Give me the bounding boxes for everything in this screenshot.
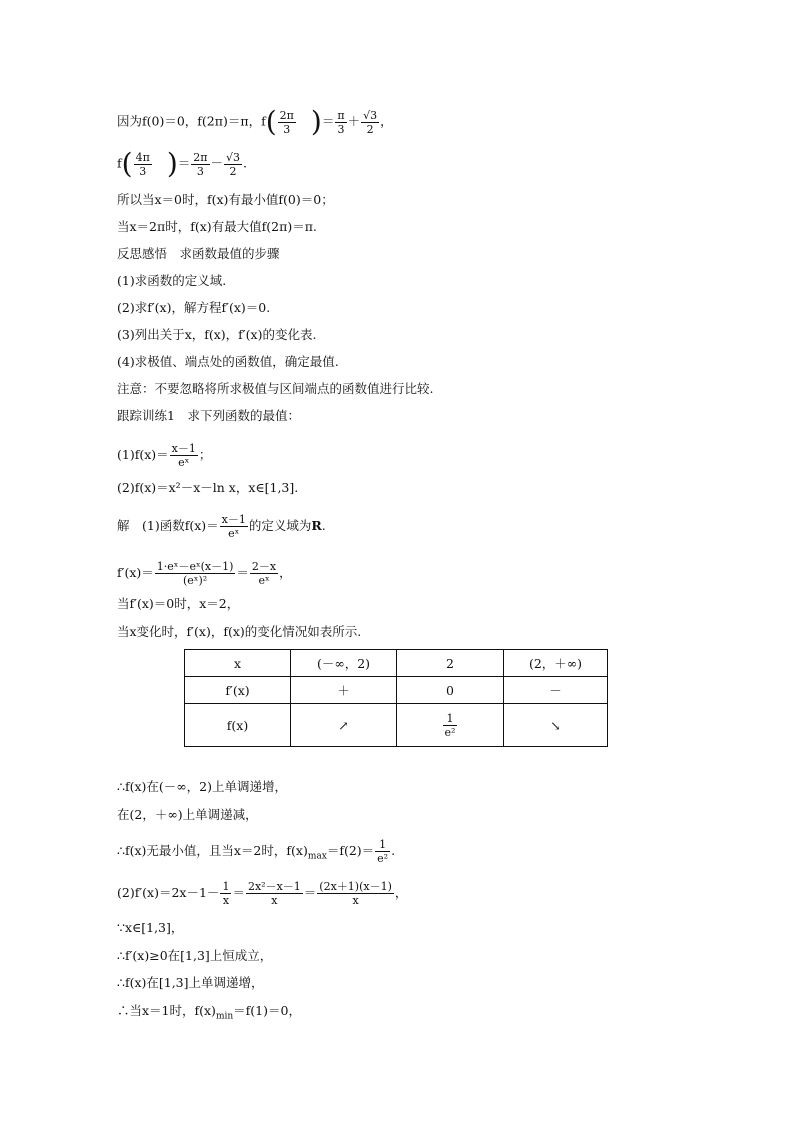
step-1: (1)求函数的定义域. — [117, 273, 227, 288]
exercise-1: (1)f(x)＝ $\frac{x-1}{\text{eˣ}}$ ； — [117, 442, 212, 469]
table-cell — [397, 704, 504, 747]
paren-open: ( — [265, 105, 277, 138]
table-row — [185, 677, 608, 704]
table-cell: (2，＋∞) — [504, 650, 608, 677]
fraction: $\frac{1}{\text{e²}}$ — [444, 711, 456, 739]
fraction: $\frac{2\pi}{3}$ — [279, 108, 294, 136]
fraction: $\frac{1}{x}$ — [222, 880, 230, 907]
step-3: (3)列出关于x，f(x)，f′(x)的变化表. — [117, 327, 317, 342]
table-cell: － — [504, 677, 608, 704]
table-cell: ＋ — [291, 677, 397, 704]
line-21: (2)f′(x)＝2x－1－ $\frac{1}{x}$ ＝ $\frac{\text{2x²－x－1}}{x}$ ＝ $\frac{(2x+1)(x-1)}{x}$ ， — [117, 880, 408, 907]
increasing-arrow: ↗ — [291, 704, 397, 747]
fraction: $\frac{(2x+1)(x-1)}{x}$ — [319, 880, 392, 907]
note: 注意：不要忽略将所求极值与区间端点的函数值进行比较. — [117, 381, 434, 396]
fraction: $\frac{x-1}{\text{eˣ}}$ — [171, 442, 196, 469]
text: 因为 — [117, 113, 143, 129]
line-2: f( $\frac{4\pi}{3}$ )＝ $\frac{2\pi}{3}$ － $\frac{√3}{2}$ . — [117, 147, 248, 180]
line-1: 因为f(0)＝0，f(2π)＝π，f( $\frac{2\pi}{3}$ )＝ $\frac{\pi}{3}$ ＋ $\frac{√3}{2}$ ， — [117, 105, 393, 138]
step-4: (4)求极值、端点处的函数值，确定最值. — [117, 354, 339, 369]
fraction: $\frac{\text{2x²－x－1}}{x}$ — [247, 880, 301, 907]
line-16: 当f′(x)＝0时，x＝2， — [117, 596, 240, 611]
fraction: $\frac{x-1}{\text{eˣ}}$ — [221, 513, 246, 540]
fraction: $\frac{2\pi}{3}$ — [193, 150, 208, 178]
fraction: $\frac{\pi}{3}$ — [337, 108, 345, 136]
table-cell: f′(x) — [185, 677, 291, 704]
exercise-heading: 跟踪训练1 求下列函数的最值： — [117, 408, 300, 423]
fraction: $\frac{2-x}{\text{eˣ}}$ — [251, 560, 277, 587]
fraction: $\frac{1}{\text{e²}}$ — [377, 838, 389, 865]
line-3: 所以当x＝0时，f(x)有最小值f(0)＝0； — [117, 192, 334, 207]
table-row — [185, 704, 608, 747]
table-row — [185, 650, 608, 677]
line-20: ∴f(x)无最小值，且当x＝2时，$f(x)_{max}=f(2)=$ $\frac{1}{\text{e²}}$ . — [117, 838, 396, 865]
section-heading: 反思感悟 求函数最值的步骤 — [117, 246, 280, 261]
line-17: 当x变化时，f′(x)，f(x)的变化情况如表所示. — [117, 624, 362, 639]
line-4: 当x＝2π时，f(x)有最大值f(2π)＝π. — [117, 219, 317, 234]
fraction: $\frac{4\pi}{3}$ — [135, 150, 150, 178]
table-cell: f(x) — [185, 704, 291, 747]
solution-line-1: 解 (1)函数f(x)＝ $\frac{x-1}{\text{eˣ}}$ 的定义域为R. — [117, 513, 326, 540]
derivative-line: f′(x)＝ $\frac{\text{1·eˣ－eˣ(x－1)}}{\text{(eˣ)²}}$ ＝ $\frac{2-x}{\text{eˣ}}$ ， — [117, 560, 292, 587]
line-22: ∵x∈[1,3]， — [117, 920, 184, 935]
text: f(0)＝0，f(2π)＝π，f — [142, 113, 266, 129]
fraction: $\frac{\text{1·eˣ－eˣ(x－1)}}{\text{(eˣ)²}}$ — [156, 560, 234, 587]
line-25: ∴当x＝1时，$f(x)_{min}=f(1)=0$， — [117, 1003, 301, 1022]
line-19: 在(2，＋∞)上单调递减， — [117, 807, 258, 822]
fraction: $\frac{√3}{2}$ — [363, 108, 378, 136]
line-24: ∴f(x)在[1,3]上单调递增， — [117, 975, 264, 990]
exercise-2: (2)f(x)＝x²－x－ln x，x∈[1,3]. — [117, 480, 299, 495]
variation-table — [184, 649, 608, 747]
line-23: ∴f′(x)≥0在[1,3]上恒成立， — [117, 948, 273, 963]
paren-close: ) — [310, 105, 322, 138]
decreasing-arrow: ↘ — [504, 704, 608, 747]
table-cell: 2 — [397, 650, 504, 677]
step-2: (2)求f′(x)，解方程f′(x)＝0. — [117, 300, 271, 315]
table-cell: 0 — [397, 677, 504, 704]
table-cell: x — [185, 650, 291, 677]
line-18: ∴f(x)在(－∞，2)上单调递增， — [117, 779, 288, 794]
table-cell: (－∞，2) — [291, 650, 397, 677]
fraction: $\frac{√3}{2}$ — [226, 150, 241, 178]
